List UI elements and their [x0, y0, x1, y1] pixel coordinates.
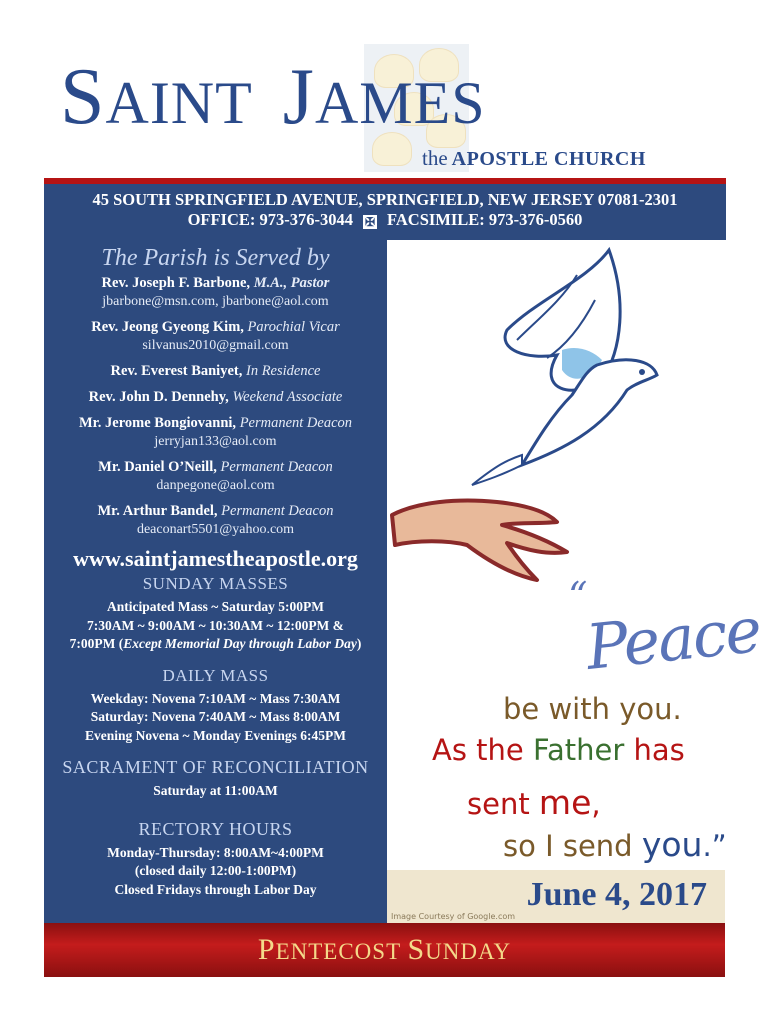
rectory-hours-line: Closed Fridays through Labor Day [114, 881, 317, 897]
sunday-mass-line: 7:30AM ~ 9:00AM ~ 10:30AM ~ 12:00PM & [87, 617, 344, 633]
clergy-name: Mr. Arthur Bandel, [97, 503, 218, 519]
clergy-email[interactable]: deaconart5501@yahoo.com [136, 522, 295, 537]
verse-line: sent me, [467, 783, 601, 822]
address-bar [44, 184, 726, 240]
clergy-name: Rev. Joseph F. Barbone, [101, 275, 251, 291]
daily-mass-heading: DAILY MASS [162, 665, 269, 685]
church-subtitle: the APOSTLE CHURCH [422, 146, 646, 170]
dove-eye [639, 369, 645, 375]
clergy-heading: The Parish is Served by [101, 245, 330, 271]
clergy-role: Parochial Vicar [247, 319, 340, 335]
hand [392, 501, 567, 580]
parish-website-link[interactable]: www.saintjamestheapostle.org [73, 546, 358, 571]
dove-tail [472, 455, 522, 485]
bulletin-cover: SAINT JAMES the APOSTLE CHURCH 45 SOUTH SPRINGFIELD AVENUE, SPRINGFIELD, NEW JERSEY 07081-2301 OFFICE: 973-376-3044 ✠ FACSIMILE: 973-376-0560 The Parish is Served by Rev. Joseph F. Barbone, M.A., Pastor jbarbone@msn.com, jbarbone@aol.com Rev. Jeong Gyeong Kim, Parochial Vicar silvanus2010@gmail.com Rev. Everest Baniyet, In Residence Rev. John D. Dennehy, Weekend Associate Mr. Jerome Bongiovanni, Permanent Deacon jerryjan133@aol.com Mr. Daniel O’Neill, Permanent Deacon danpegone@aol.com Mr. Arthur Bandel, Permanent Deacon deaconart5501@yahoo.com www.saintjamestheapostle.org SUNDAY MASSES Anticipated Mass ~ Saturday 5:00PM 7:30AM ~ 9:00AM ~ 10:30AM ~ 12:00PM & 7:00PM (Except Memorial Day through Labor Day) DAILY MASS Weekday: Novena 7:10AM ~ Mass 7:30AM Saturday: Novena 7:40AM ~ Mass 8:00AM Evening Novena ~ Monday Evenings 6:45PM SACRAMENT OF RECONCILIATION Saturday at 11:00AM RECTORY HOURS Monday-Thursday: 8:00AM~4:00PM (closed daily 12:00-1:00PM) Closed Fridays through Labor Day “ Peace be with you. As the Father has sent me, so I send you.” Image Courtesy of Google.com June 4, 2017 PENTECOST SUNDAY [0, 0, 770, 1024]
fax-number: FACSIMILE: 973-376-0560 [387, 210, 583, 229]
clergy-role: Permanent Deacon [221, 503, 334, 519]
clergy-entry [44, 458, 387, 495]
feast-banner [44, 923, 725, 977]
rectory-hours-line: (closed daily 12:00-1:00PM) [134, 863, 297, 878]
rectory-hours-heading: RECTORY HOURS [138, 818, 293, 839]
reconciliation-heading: SACRAMENT OF RECONCILIATION [62, 757, 369, 777]
verse-line: be with you. [503, 692, 682, 726]
clergy-name: Rev. John D. Dennehy, [88, 389, 229, 405]
clergy-email[interactable]: jerryjan133@aol.com [154, 434, 277, 449]
dove-and-hand-illustration [387, 240, 725, 590]
daily-mass-line: Weekday: Novena 7:10AM ~ Mass 7:30AM [90, 690, 341, 706]
clergy-name: Mr. Daniel O’Neill, [98, 459, 217, 475]
dove-body [522, 360, 657, 465]
clergy-name: Rev. Jeong Gyeong Kim, [91, 319, 244, 335]
clergy-role: Permanent Deacon [239, 415, 353, 431]
cross-icon: ✠ [364, 215, 376, 229]
sunday-masses-heading: SUNDAY MASSES [142, 574, 289, 593]
clergy-name: Rev. Everest Baniyet, [110, 363, 243, 379]
rectory-hours-line: Monday-Thursday: 8:00AM~4:00PM [107, 844, 324, 860]
date-strip [387, 870, 725, 923]
daily-mass-line: Evening Novena ~ Monday Evenings 6:45PM [85, 727, 346, 743]
clergy-entry [44, 414, 387, 451]
sunday-mass-line: Anticipated Mass ~ Saturday 5:00PM [106, 599, 324, 614]
daily-mass-line: Saturday: Novena 7:40AM ~ Mass 8:00AM [90, 709, 341, 724]
verse-line: so I send you.” [503, 825, 727, 864]
sunday-mass-line: 7:00PM (Except Memorial Day through Labor Day) [69, 636, 362, 651]
parish-info-panel [44, 240, 387, 923]
masthead [44, 44, 724, 179]
clergy-entry [44, 388, 387, 407]
clergy-name: Mr. Jerome Bongiovanni, [78, 415, 237, 431]
clergy-list [44, 274, 387, 539]
street-address: 45 SOUTH SPRINGFIELD AVENUE, SPRINGFIELD, NEW JERSEY 07081-2301 [92, 190, 678, 209]
office-phone: OFFICE: 973-376-3044 [187, 210, 354, 229]
clergy-role: Permanent Deacon [220, 459, 333, 475]
reconciliation-line: Saturday at 11:00AM [153, 783, 278, 798]
clergy-email[interactable]: jbarbone@msn.com, jbarbone@aol.com [102, 294, 329, 309]
clergy-role: Weekend Associate [232, 389, 343, 405]
clergy-entry [44, 274, 387, 311]
clergy-role: In Residence [245, 363, 321, 379]
clergy-email[interactable]: danpegone@aol.com [156, 478, 275, 493]
church-name: SAINT JAMES [60, 53, 486, 141]
contact-line [44, 210, 726, 230]
clergy-role: M.A., Pastor [253, 275, 330, 291]
clergy-entry [44, 362, 387, 381]
clergy-entry [44, 502, 387, 539]
clergy-email[interactable]: silvanus2010@gmail.com [142, 338, 289, 353]
clergy-entry [44, 318, 387, 355]
issue-date: June 4, 2017 [526, 876, 707, 913]
image-credit: Image Courtesy of Google.com [391, 912, 516, 921]
verse-line: As the Father has [432, 733, 685, 767]
feast-title: PENTECOST SUNDAY [257, 933, 512, 966]
